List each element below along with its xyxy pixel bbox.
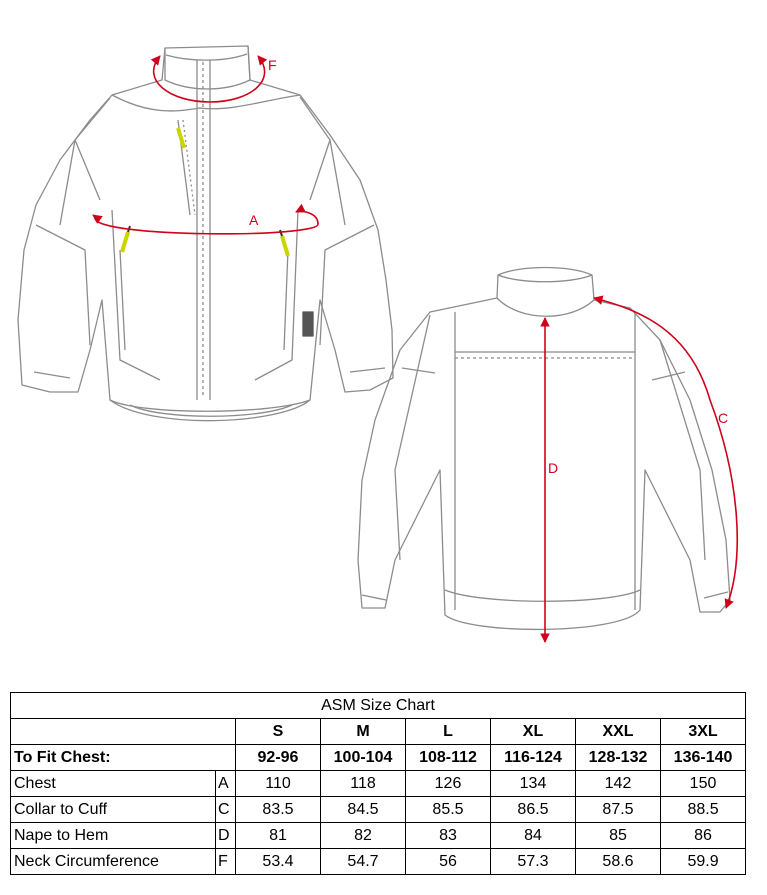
size-header: XL [491, 719, 576, 745]
table-cell: 85 [576, 823, 661, 849]
table-cell: 56 [406, 849, 491, 875]
size-header: L [406, 719, 491, 745]
measurement-label: Neck Circumference [11, 849, 216, 875]
table-cell: 84 [491, 823, 576, 849]
table-cell: 126 [406, 771, 491, 797]
measurement-label: Chest [11, 771, 216, 797]
size-chart-title-row [11, 693, 746, 719]
table-row [11, 771, 746, 797]
table-cell: 54.7 [321, 849, 406, 875]
label-a: A [249, 212, 259, 228]
label-c: C [718, 410, 729, 426]
table-cell: 87.5 [576, 797, 661, 823]
table-cell: 118 [321, 771, 406, 797]
measurement-label: Collar to Cuff [11, 797, 216, 823]
measurement-c-collar-to-cuff [594, 298, 737, 608]
table-cell: 134 [491, 771, 576, 797]
jacket-back-view [358, 268, 730, 630]
fit-value: 136-140 [661, 745, 746, 771]
size-chart-title: ASM Size Chart [11, 693, 746, 719]
table-cell: 86 [661, 823, 746, 849]
table-cell: 110 [236, 771, 321, 797]
size-header-row [11, 719, 746, 745]
table-cell: 88.5 [661, 797, 746, 823]
table-cell: 84.5 [321, 797, 406, 823]
table-cell: 58.6 [576, 849, 661, 875]
fit-value: 116-124 [491, 745, 576, 771]
table-row [11, 823, 746, 849]
table-cell: 150 [661, 771, 746, 797]
fit-value: 108-112 [406, 745, 491, 771]
label-f: F [268, 57, 277, 73]
measurement-code: D [216, 823, 236, 849]
table-cell: 142 [576, 771, 661, 797]
label-d: D [548, 460, 559, 476]
table-cell: 82 [321, 823, 406, 849]
size-header: S [236, 719, 321, 745]
measurement-code: C [216, 797, 236, 823]
fit-chest-label: To Fit Chest: [11, 745, 236, 771]
table-row [11, 849, 746, 875]
table-cell: 81 [236, 823, 321, 849]
table-cell: 85.5 [406, 797, 491, 823]
fit-value: 92-96 [236, 745, 321, 771]
measurement-d-nape-to-hem [545, 318, 558, 642]
size-chart-table [10, 692, 746, 875]
measurement-f-neck [154, 56, 277, 102]
size-header: XXL [576, 719, 661, 745]
blank-header-cell [11, 719, 236, 745]
table-row [11, 797, 746, 823]
table-cell: 83 [406, 823, 491, 849]
measurement-code: A [216, 771, 236, 797]
table-cell: 83.5 [236, 797, 321, 823]
size-header: 3XL [661, 719, 746, 745]
table-cell: 57.3 [491, 849, 576, 875]
zipper-pulls [122, 128, 288, 256]
fit-value: 100-104 [321, 745, 406, 771]
measurement-code: F [216, 849, 236, 875]
size-header: M [321, 719, 406, 745]
table-cell: 53.4 [236, 849, 321, 875]
fit-value: 128-132 [576, 745, 661, 771]
measurement-label: Nape to Hem [11, 823, 216, 849]
measurement-a-chest [93, 211, 318, 234]
table-cell: 59.9 [661, 849, 746, 875]
fit-chest-row [11, 745, 746, 771]
table-cell: 86.5 [491, 797, 576, 823]
